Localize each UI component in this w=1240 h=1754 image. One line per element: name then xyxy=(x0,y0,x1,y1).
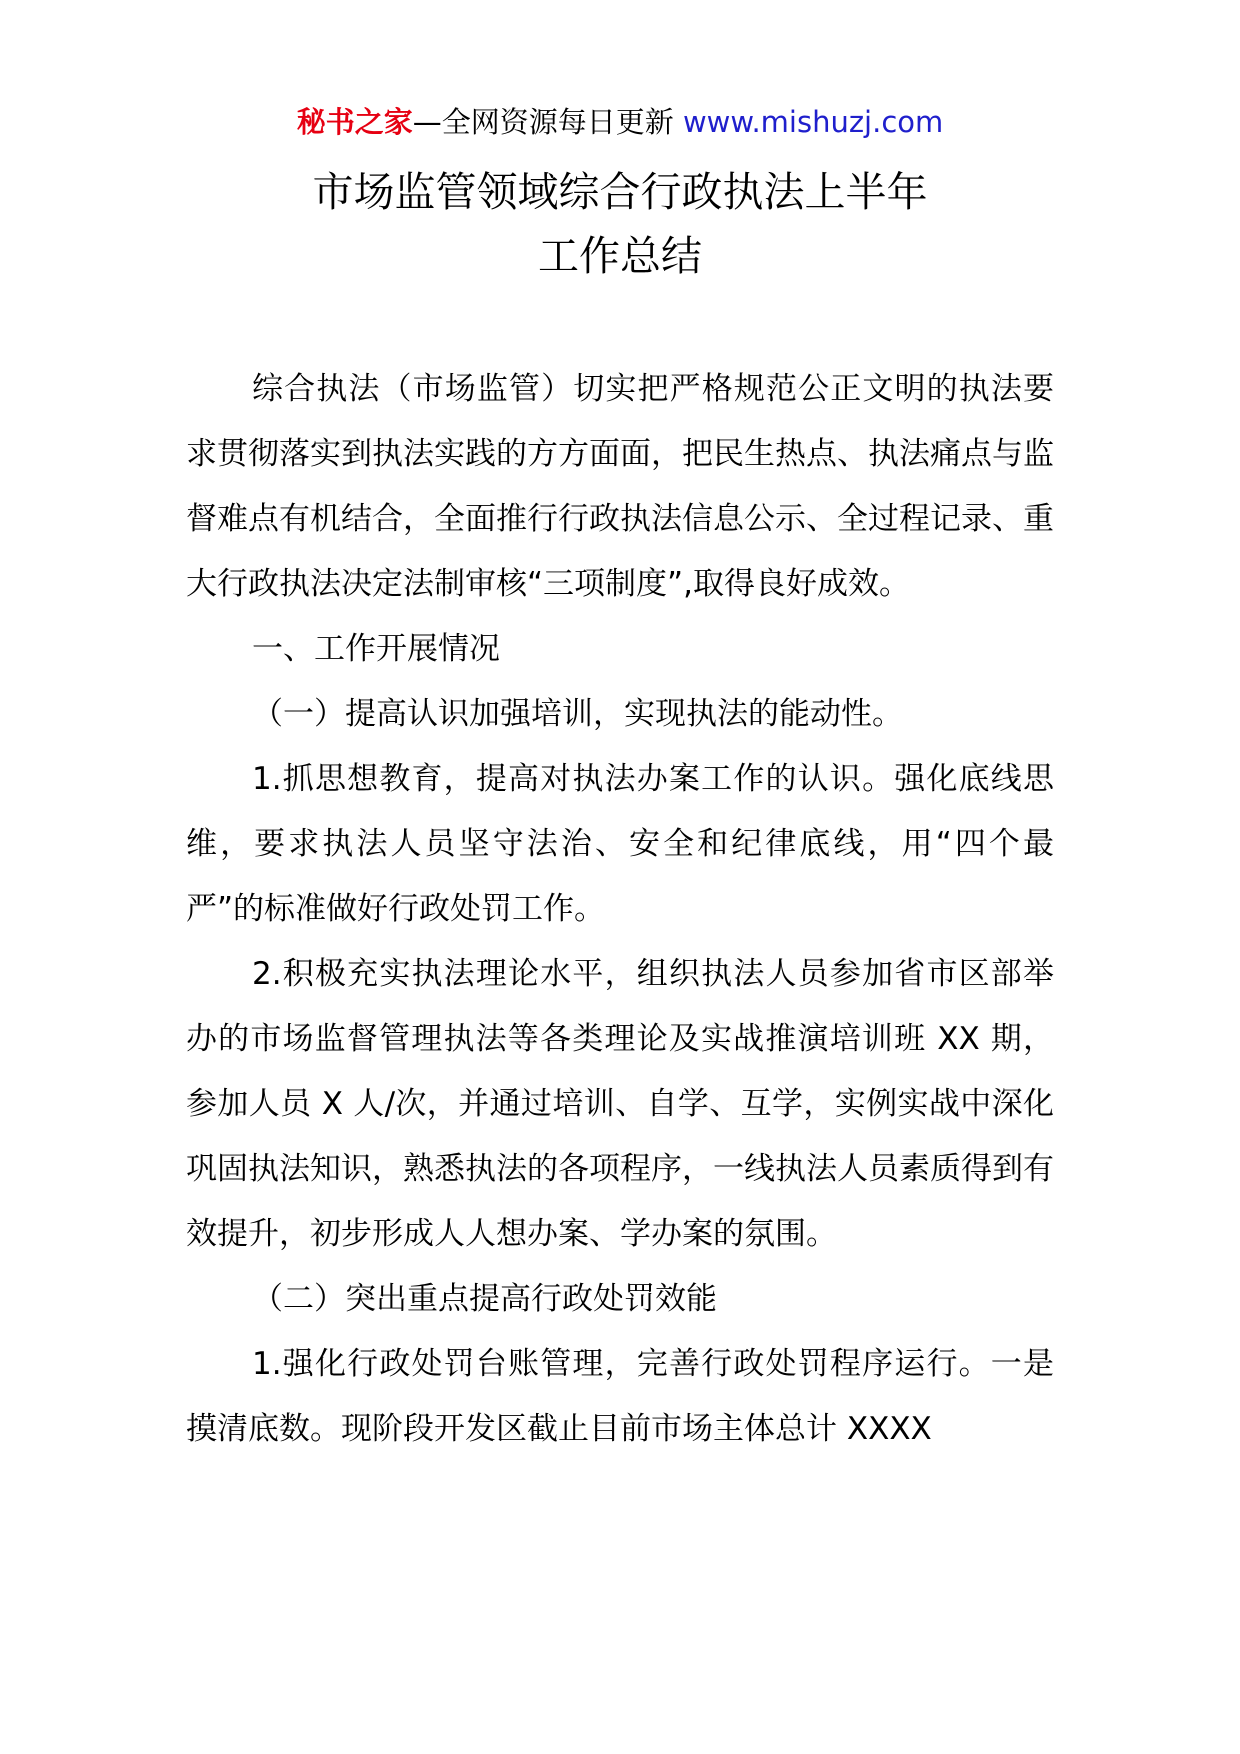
brand-name: 秘书之家 xyxy=(296,105,413,139)
paragraph-item-2: 2.积极充实执法理论水平，组织执法人员参加省市区部举办的市场监督管理执法等各类理论及实战推演培训班 XX 期，参加人员 X 人/次，并通过培训、自学、互学，实例实战中深化巩固执法知识，熟悉执法的各项程序，一线执法人员素质得到有效提升，初步形成人人想办案、学办案的氛围。 xyxy=(186,956,1054,1252)
header-tagline: —全网资源每日更新 xyxy=(412,105,683,139)
site-header xyxy=(0,100,1240,144)
paragraph-intro: 综合执法（市场监管）切实把严格规范公正文明的执法要求贯彻落实到执法实践的方方面面，把民生热点、执法痛点与监督难点有机结合，全面推行行政执法信息公示、全过程记录、重大行政执法决定法制审核“三项制度”,取得良好成效。 xyxy=(186,371,1054,602)
title-line-1: 市场监管领域综合行政执法上半年 xyxy=(312,168,928,216)
title-line-2: 工作总结 xyxy=(538,232,702,280)
subsection-heading-1: （一）提高认识加强培训，实现执法的能动性。 xyxy=(252,696,903,732)
section-heading-1: 一、工作开展情况 xyxy=(252,631,500,667)
document-title xyxy=(0,160,1240,288)
paragraph-item-1: 1.抓思想教育，提高对执法办案工作的认识。强化底线思维，要求执法人员坚守法治、安全和纪律底线，用“四个最严”的标准做好行政处罚工作。 xyxy=(186,761,1054,927)
paragraph-item-3: 1.强化行政处罚台账管理，完善行政处罚程序运行。一是摸清底数。现阶段开发区截止目前市场主体总计 XXXX xyxy=(186,1346,1054,1447)
site-url-link[interactable]: www.mishuzj.com xyxy=(682,105,944,139)
document-body xyxy=(186,357,1054,1462)
subsection-heading-2: （二）突出重点提高行政处罚效能 xyxy=(252,1281,717,1317)
